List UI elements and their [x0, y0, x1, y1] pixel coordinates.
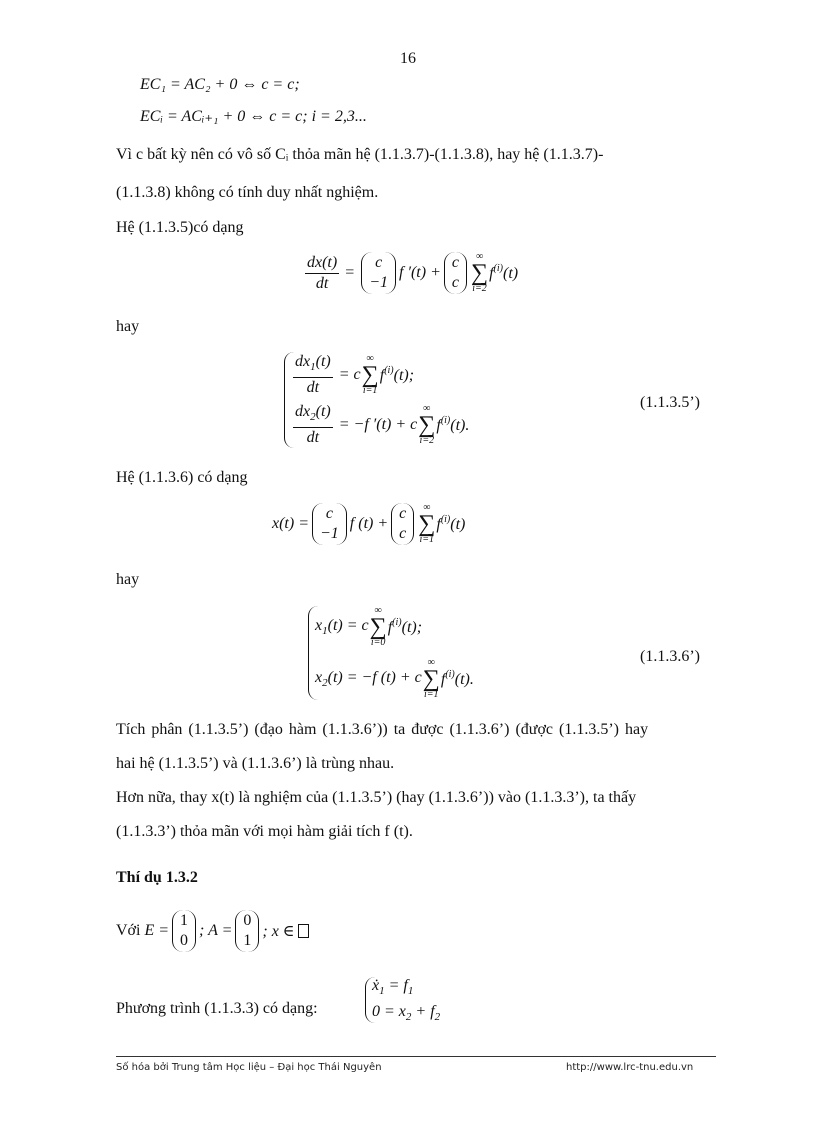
- missing-glyph-box: [298, 924, 309, 938]
- paragraph-2-line-1: Tích phân (1.1.3.5’) (đạo hàm (1.1.3.6’)) ta được (1.1.3.6’) (được (1.1.3.5’) hay: [116, 721, 649, 738]
- footer-url: http://www.lrc-tnu.edu.vn: [566, 1062, 694, 1073]
- footer-left: Số hóa bởi Trung tâm Học liệu – Đại học Thái Nguyên: [116, 1062, 382, 1073]
- hay-label-2: hay: [116, 571, 140, 588]
- paragraph-1-line-1: Vì c bất kỳ nên có vô số Cᵢ thỏa mãn hệ (1.1.3.7)-(1.1.3.8), hay hệ (1.1.3.7)-: [116, 146, 604, 163]
- equation-xt: x(t) = c −1 f (t) + c c ∞ ∑ i=1 $f^{(i)}(t)$: [272, 502, 466, 545]
- system-1135-intro: Hệ (1.1.3.5)có dạng: [116, 219, 244, 236]
- example-definitions: Với E = 1 0 ; A = 0 1 ; x ∈: [116, 910, 309, 952]
- equation-eci: ECᵢ = ACᵢ₊₁ + 0 ⇔ c = c; i = 2,3...: [140, 108, 367, 125]
- equation-number-1136-prime: (1.1.3.6’): [640, 648, 700, 665]
- equation-1133-intro: Phương trình (1.1.3.3) có dạng:: [116, 1000, 318, 1017]
- voi-label: Với: [116, 922, 141, 939]
- system-1135-prime: $\frac{dx_1(t)}{dt}$ = c ∞ ∑ i=1 $f^{(i)}(t)$; $\frac{dx_2(t)}{dt}$ = −f ′(t) + c ∞ ∑ i=2 $f^{(i)}(t)$.: [284, 352, 469, 448]
- equation-dxdt: $\frac{dx(t)}{dt}$ = c −1 f ′(t) + c c ∞ ∑ i=2 $f^{(i)}(t)$: [307, 251, 519, 294]
- paragraph-2-line-2: hai hệ (1.1.3.5’) và (1.1.3.6’) là trùng nhau.: [116, 755, 395, 772]
- equation-ec1: EC₁ = AC₂ + 0 ⇔ c = c;: [140, 76, 300, 93]
- equation-number-1135-prime: (1.1.3.5’): [640, 394, 700, 411]
- example-title: Thí dụ 1.3.2: [116, 869, 198, 886]
- paragraph-3-line-1: Hơn nữa, thay x(t) là nghiệm của (1.1.3.5’) (hay (1.1.3.6’)) vào (1.1.3.3’), ta thấy: [116, 789, 637, 806]
- hay-label-1: hay: [116, 318, 140, 335]
- paragraph-3-line-2: (1.1.3.3’) thỏa mãn với mọi hàm giải tích f (t).: [116, 823, 413, 840]
- paragraph-1-line-2: (1.1.3.8) không có tính duy nhất nghiệm.: [116, 184, 379, 201]
- system-1133: ẋ$_1$ = $f_1$ $0 = x_2 + f_2$: [365, 977, 440, 1023]
- footer-rule: [116, 1056, 716, 1057]
- system-1136-intro: Hệ (1.1.3.6) có dạng: [116, 469, 248, 486]
- system-1136-prime: $x_1(t) = c$ ∞ ∑ i=0 $f^{(i)}(t)$; $x_2(t) = -f$ (t) + c ∞ ∑ i=1 $f^{(i)}(t)$.: [308, 606, 474, 700]
- page-number: 16: [400, 50, 416, 67]
